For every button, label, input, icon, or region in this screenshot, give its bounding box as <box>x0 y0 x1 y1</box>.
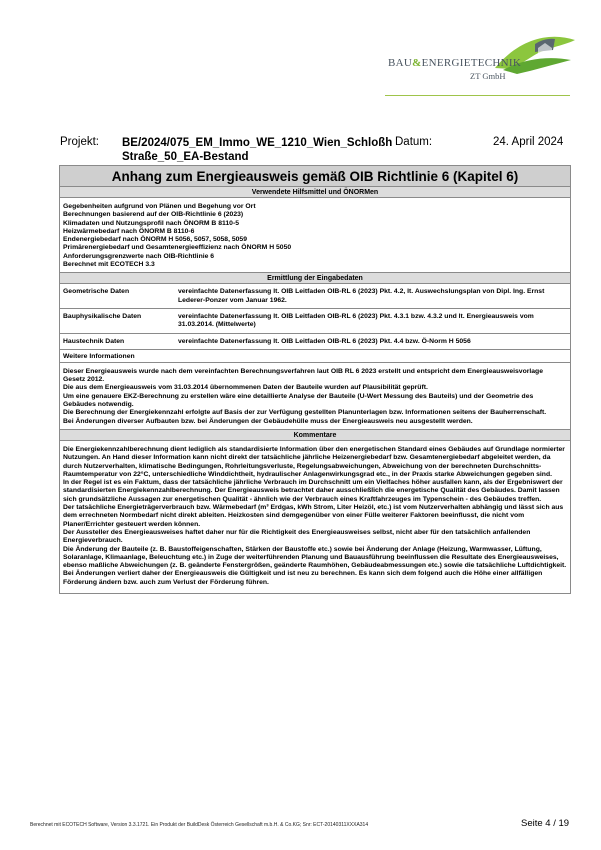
comment-line: Der tatsächliche Energieträgerverbrauch bzw. Wärmebedarf (m³ Erdgas, kWh Strom, Liter Heizöl, etc.) ist vom Nutzerverhalten abhängig und lässt sich aus dem errechneten Normbedarf nicht direkt ableiten. Heizkosten sind demgegenüber von einer Fülle weiterer Faktoren beeinflusst, die nicht vom Planer/Errichter gesteuert werden können. <box>63 504 564 528</box>
row-label: Haustechnik Daten <box>63 337 125 345</box>
comments-text <box>60 441 570 593</box>
row-value: vereinfachte Datenerfassung lt. OIB Leitfaden OIB-RL 6 (2023) Pkt. 4.4 bzw. Ö-Norm H 5056 <box>178 337 471 345</box>
logo-subline: ZT GmbH <box>470 71 506 81</box>
row-value: vereinfachte Datenerfassung lt. OIB Leitfaden OIB-RL 6 (2023) Pkt. 4.2, lt. Auswechslungsplan von Dipl. Ing. Ernst Lederer-Ponzer vom Januar 1962. <box>178 288 545 304</box>
tools-line: Berechnet mit ECOTECH 3.3 <box>63 261 155 269</box>
row-label: Geometrische Daten <box>63 288 130 296</box>
inputs-heading: Ermittlung der Eingabedaten <box>60 273 570 284</box>
table-row <box>60 309 570 334</box>
annex-table <box>59 165 571 594</box>
logo-divider <box>385 95 570 96</box>
comment-line: Der Aussteller des Energieausweises haftet daher nur für die Richtigkeit des Energieausweises selbst, nicht aber für den tatsächlich anfallenden Energieverbrauch. <box>63 528 531 545</box>
tools-line: Endenergiebedarf nach ÖNORM H 5056, 5057, 5058, 5059 <box>63 236 247 244</box>
info-line: Dieser Energieausweis wurde nach dem vereinfachten Berechnungsverfahren laut OIB RL 6 2023 erstellt und entspricht dem Energieausweisvorlage Gesetz 2012. <box>63 367 543 384</box>
footer-software-note: Berechnet mit ECOTECH Software, Version 3.3.1721. Ein Produkt der BuildDesk Österreich Gesellschaft m.b.H. & Co.KG; Snr: ECT-20140311XXXA314 <box>30 822 369 828</box>
tools-line: Berechnungen basierend auf der OIB-Richtlinie 6 (2023) <box>63 211 244 219</box>
row-label: Bauphysikalische Daten <box>63 312 142 320</box>
comment-line: In der Regel ist es ein Faktum, dass der tatsächliche jährliche Verbrauch im Durchschnitt um ein Vielfaches höher ausfallen kann, als der Ergebniswert der standardisierten Energiekennzahlberechnung. Der Energieausweis betrachtet daher ausschließlich die energetische Qualität des Gebäudes. Damit lassen sich grundsätzliche Aussagen zur energetischen Qualität - ähnlich wie der Verbrauch eines Kraftfahrzeuges im Typenschein - des Gebäudes treffen. <box>63 479 563 503</box>
tools-line: Primärenergiebedarf und Gesamtenergieeffizienz nach ÖNORM H 5050 <box>63 244 292 252</box>
project-value: BE/2024/075_EM_Immo_WE_1210_Wien_Schloßh Straße_50_EA-Bestand <box>122 137 393 163</box>
comment-line: Bei Änderungen verliert daher der Energieausweis die Gültigkeit und ist neu zu berechnen. Es kann sich dem folgend auch die Höhe einer allfälligen Förderung ändern bzw. auch zum Verlust der Förderung führen. <box>63 570 543 586</box>
more-info-label: Weitere Informationen <box>60 350 570 363</box>
table-row <box>60 284 570 309</box>
info-line: Bei Änderungen diverser Aufbauten bzw. bei Änderungen der Gebäudehülle muss der Energieausweis neu ausgestellt werden. <box>63 417 473 425</box>
comments-heading: Kommentare <box>60 430 570 441</box>
info-line: Um eine genauere EKZ-Berechnung zu erstellen wäre eine detaillierte Analyse der Bauteile (U-Wert Messung des Bauteils) und der Geometrie des Gebäudes notwendig. <box>63 392 534 409</box>
info-line: Die Berechnung der Energiekennzahl erfolgte auf Basis der zur Verfügung gestellten Planunterlagen bzw. Informationen seitens der Bauherrenschaft. <box>63 409 547 417</box>
comment-line: Die Energiekennzahlberechnung dient lediglich als standardisierte Information über den energetischen Standard eines Gebäudes auf Grundlage normierter Nutzungen. An Hand dieser Information kann nicht direkt der tatsächliche jährliche Heizenergiebedarf bzw. Gesamtenergiebedarf abgeleitet werden, da durch Nutzerverhalten, klimatische Bedingungen, Rohrleitungsverluste, Regelungsabweichungen, Abweichung von der berechneten Durchschnitts-Raumtemperatur von 22°C, unterschiedliche Winddichtheit, hydraulischer Anlagenwirkungsgrad etc., in der Praxis starke Abweichungen gegeben sind. <box>63 445 565 478</box>
tools-heading: Verwendete Hilfsmittel und ÖNORMen <box>60 187 570 198</box>
tools-line: Klimadaten und Nutzungsprofil nach ÖNORM B 8110-5 <box>63 219 239 227</box>
tools-line: Gegebenheiten aufgrund von Plänen und Begehung vor Ort <box>63 203 256 210</box>
date-value: 24. April 2024 <box>493 136 564 148</box>
tools-list <box>60 198 570 273</box>
page-number: Seite 4 / 19 <box>521 818 570 829</box>
table-row <box>60 334 570 350</box>
row-value: vereinfachte Datenerfassung lt. OIB Leitfaden OIB-RL 6 (2023) Pkt. 4.3.1 bzw. 4.3.2 und lt. Energieausweis vom 31.03.2014. (Mittelwerte) <box>178 312 534 329</box>
tools-line: Heizwärmebedarf nach ÖNORM B 8110-6 <box>63 227 195 235</box>
date-label: Datum: <box>395 136 433 148</box>
tools-line: Anforderungsgrenzwerte nach OIB-Richtlinie 6 <box>63 252 215 260</box>
project-label: Projekt: <box>60 136 99 148</box>
info-line: Die aus dem Energieausweis vom 31.03.2014 übernommenen Daten der Bauteile wurden auf Plausibilität geprüft. <box>63 384 428 392</box>
page-title: Anhang zum Energieausweis gemäß OIB Richtlinie 6 (Kapitel 6) <box>60 166 570 187</box>
logo-wordmark: BAU&ENERGIETECHNIK <box>388 57 522 69</box>
more-info-text <box>60 363 570 430</box>
comment-line: Die Änderung der Bauteile (z. B. Baustoffeigenschaften, Stärken der Baustoffe etc.) sowie bei Änderung der Anlage (Heizung, Warmwasser, Lüftung, Solaranlage, Klimaanlage, Beleuchtung etc.) in Zuge der weiterführenden Planung und Bauausführung beeinflussen die Resultate des Energieausweises, ebenso maßliche Abweichungen (z. B. geänderte Fenstergrößen, geänderte Raumhöhen, Gebäudeabmessungen etc.) sowie die tatsächliche Luftdichtigkeit. <box>63 545 567 570</box>
